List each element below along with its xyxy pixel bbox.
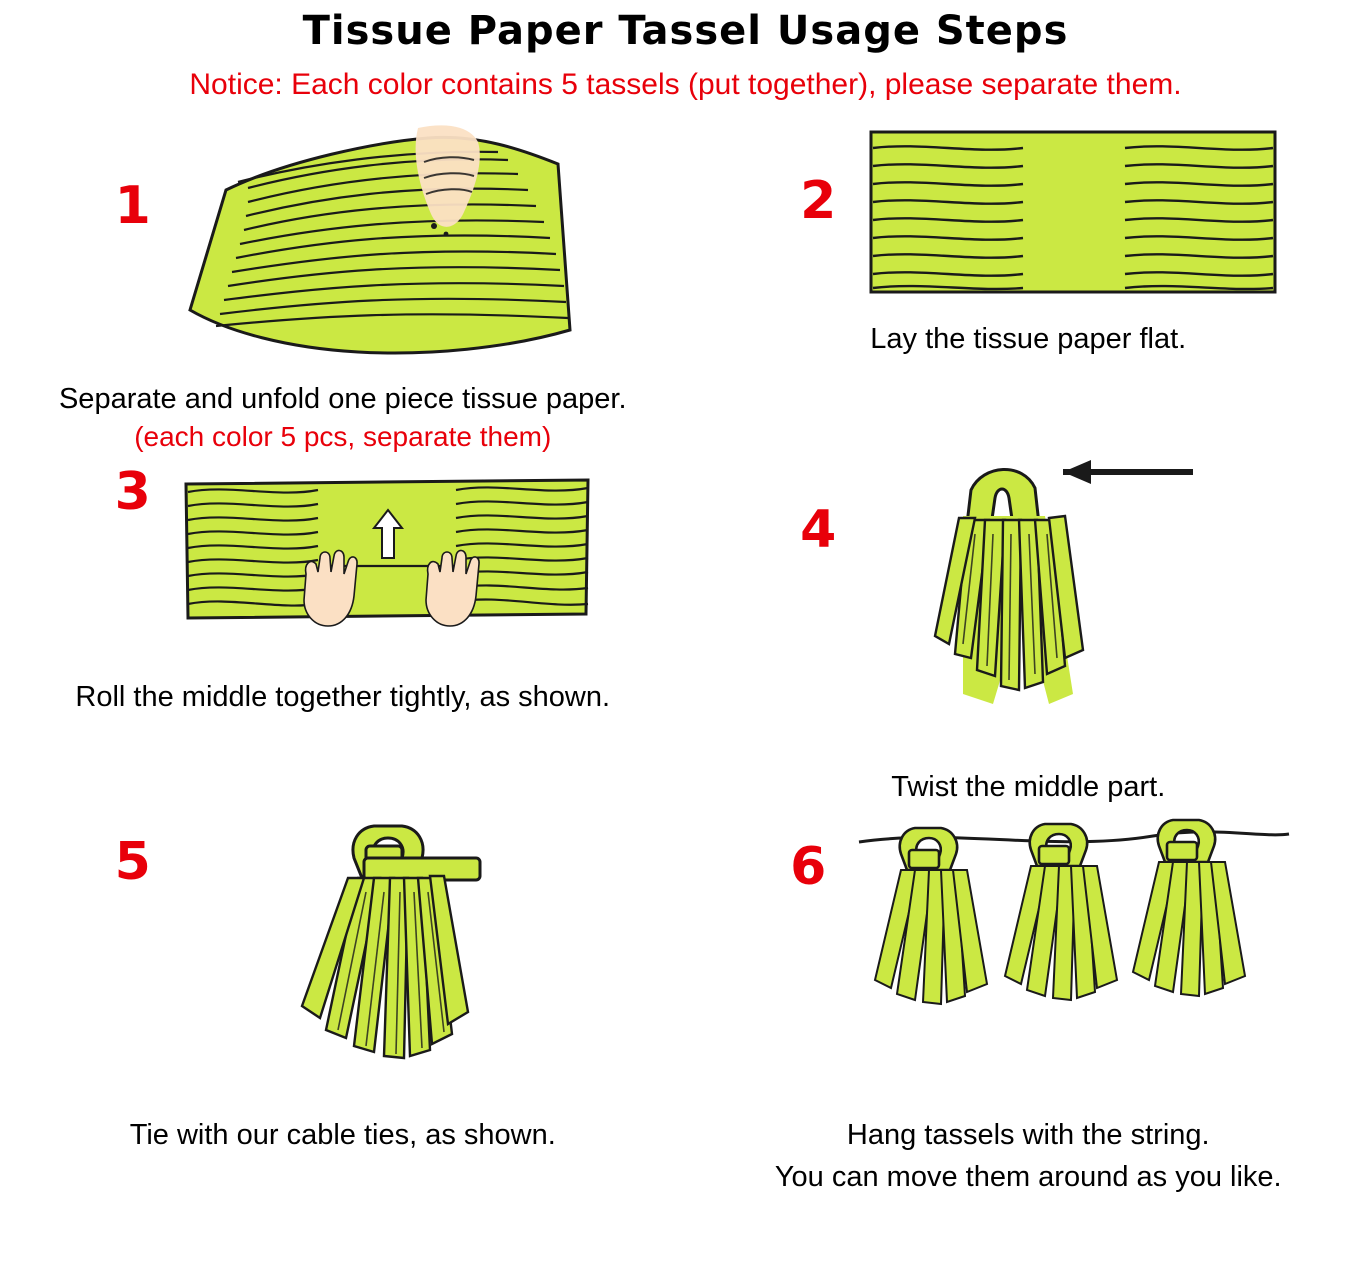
step-sub-caption: You can move them around as you like. [686, 1159, 1371, 1195]
illustration-folded-tissue [178, 120, 598, 375]
step-sub-caption: (each color 5 pcs, separate them) [0, 419, 686, 454]
step-2 [686, 120, 1371, 454]
step-6 [686, 806, 1371, 1196]
step-caption: Hang tassels with the string. [686, 1117, 1371, 1153]
step-3 [0, 454, 686, 805]
step-number: 3 [88, 466, 178, 518]
step-caption: Separate and unfold one piece tissue paper. [0, 381, 686, 417]
step-number: 1 [88, 180, 178, 232]
instruction-sheet [0, 8, 1371, 1262]
step-caption: Roll the middle together tightly, as shown. [0, 679, 686, 715]
step-number: 2 [773, 175, 863, 227]
step-number: 6 [763, 841, 853, 893]
illustration-flat-tissue [863, 120, 1283, 315]
step-caption: Twist the middle part. [686, 769, 1371, 805]
step-number: 5 [88, 836, 178, 888]
illustration-tied-tassel [178, 806, 598, 1111]
steps-grid [0, 120, 1371, 1195]
step-4 [686, 454, 1371, 805]
notice-text: Notice: Each color contains 5 tassels (put together), please separate them. [0, 68, 1371, 102]
illustration-twisted-tassel [863, 454, 1283, 759]
arrow-icon [1063, 460, 1193, 484]
illustration-roll-middle [178, 454, 598, 669]
step-number: 4 [773, 504, 863, 556]
step-5 [0, 806, 686, 1196]
page-title: Tissue Paper Tassel Usage Steps [0, 8, 1371, 54]
step-1 [0, 120, 686, 454]
illustration-hanging-tassels [853, 806, 1293, 1111]
step-caption: Tie with our cable ties, as shown. [0, 1117, 686, 1153]
step-caption: Lay the tissue paper flat. [686, 321, 1371, 357]
